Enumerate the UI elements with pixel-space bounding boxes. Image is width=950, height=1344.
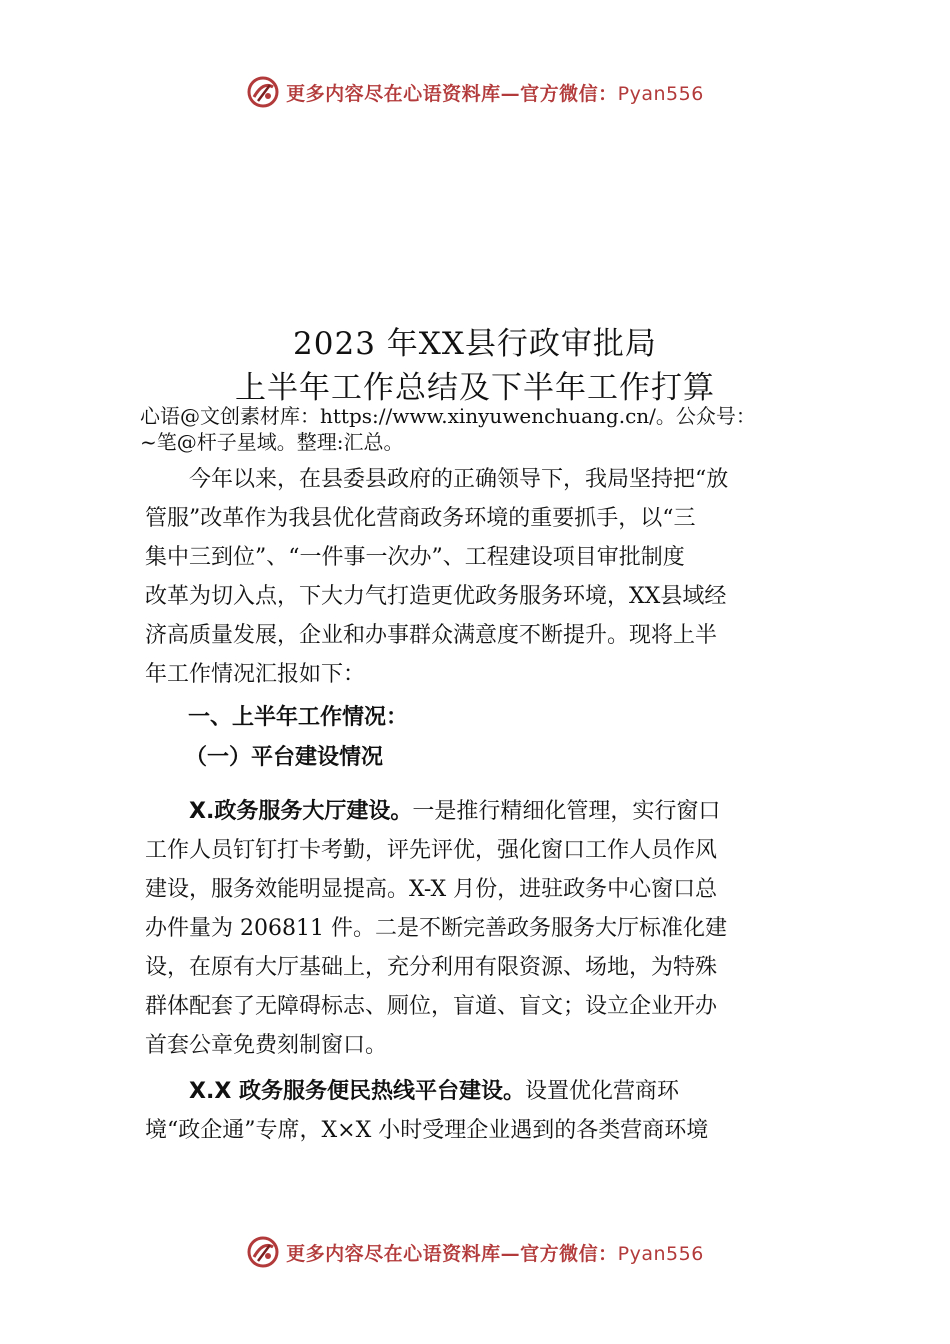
item-paragraph-hotline bbox=[145, 1072, 820, 1150]
bottom-watermark-banner bbox=[0, 1232, 950, 1272]
item-line: X.政务服务大厅建设。一是推行精细化管理，实行窗口 bbox=[189, 799, 721, 824]
source-note-line-2: ~笔@杆子星域。整理:汇总。 bbox=[140, 430, 404, 454]
source-note-line-1: 心语@文创素材库：https://www.xinyuwenchuang.cn/。公众号： bbox=[140, 404, 756, 428]
intro-line: 年工作情况汇报如下： bbox=[145, 662, 366, 687]
subsection-heading: （一）平台建设情况 bbox=[185, 745, 384, 770]
item-lead: X.X 政务服务便民热线平台建设。 bbox=[189, 1079, 525, 1104]
top-watermark-banner bbox=[0, 72, 950, 112]
banner-text: 更多内容尽在心语资料库—官方微信：Pyan556 bbox=[286, 82, 704, 105]
banner-wechat-id: Pyan556 bbox=[617, 1242, 704, 1265]
intro-line: 集中三到位”、“一件事一次办”、工程建设项目审批制度 bbox=[145, 545, 685, 570]
document-title-line-1: 2023 年XX县行政审批局 bbox=[293, 326, 657, 362]
item-line: 办件量为 206811 件。二是不断完善政务服务大厅标准化建 bbox=[145, 916, 727, 941]
intro-line: 改革为切入点，下大力气打造更优政务服务环境，XX县域经 bbox=[145, 584, 727, 609]
item-line: 群体配套了无障碍标志、厕位，盲道、盲文；设立企业开办 bbox=[145, 994, 718, 1019]
banner-text: 更多内容尽在心语资料库—官方微信：Pyan556 bbox=[286, 1242, 704, 1265]
item-lead: X.政务服务大厅建设。 bbox=[189, 799, 413, 824]
item-line: 境“政企通”专席，X×X 小时受理企业遇到的各类营商环境 bbox=[145, 1118, 709, 1143]
intro-line: 管服”改革作为我县优化营商政务环境的重要抓手，以“三 bbox=[145, 506, 696, 531]
item-paragraph-hall bbox=[145, 792, 820, 1065]
brand-logo-icon bbox=[246, 75, 280, 109]
document-title-line-2: 上半年工作总结及下半年工作打算 bbox=[235, 370, 715, 406]
item-line: 首套公章免费刻制窗口。 bbox=[145, 1033, 388, 1058]
item-line: 设，在原有大厅基础上，充分利用有限资源、场地，为特殊 bbox=[145, 955, 718, 980]
section-heading: 一、上半年工作情况： bbox=[188, 705, 409, 730]
intro-paragraph bbox=[145, 460, 820, 694]
item-line: X.X 政务服务便民热线平台建设。设置优化营商环 bbox=[189, 1079, 679, 1104]
item-line: 建设，服务效能明显提高。X-X 月份，进驻政务中心窗口总 bbox=[145, 877, 718, 902]
intro-line: 今年以来，在县委县政府的正确领导下，我局坚持把“放 bbox=[189, 467, 729, 492]
brand-logo-icon bbox=[246, 1235, 280, 1269]
intro-line: 济高质量发展，企业和办事群众满意度不断提升。现将上半 bbox=[145, 623, 718, 648]
banner-wechat-id: Pyan556 bbox=[617, 82, 704, 105]
item-line: 工作人员钉钉打卡考勤，评先评优，强化窗口工作人员作风 bbox=[145, 838, 718, 863]
